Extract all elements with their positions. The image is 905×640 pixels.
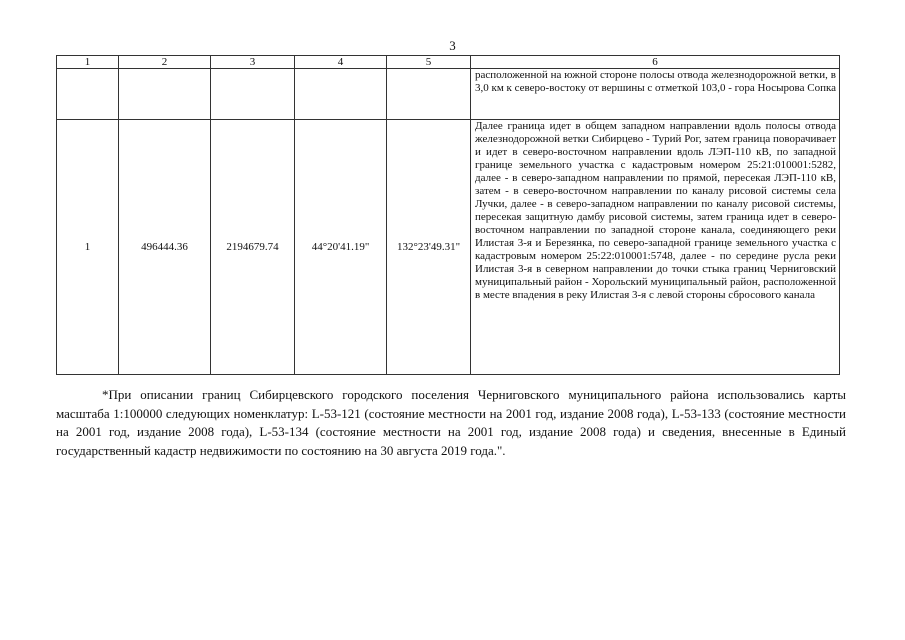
cell-y	[211, 69, 295, 120]
column-header-point: 1	[57, 56, 119, 69]
cell-longitude: 132°23'49.31"	[387, 120, 471, 375]
cell-x	[119, 69, 211, 120]
footnote-paragraph: *При описании границ Сибирцевского городского поселения Черниговского муниципального района использовались карты масштаба 1:100000 следующих номенклатур: L-53-121 (состояние местности на 2001 год, издание 2008 года), L-53-133 (состояние местности на 2001 год, издание 2008 года), L-53-134 (состояние местности на 2001 год, издание 2008 года) и сведения, внесенные в Единый государственный кадастр недвижимости по состоянию на 30 августа 2019 года.".	[56, 387, 846, 458]
column-header-longitude: 5	[387, 56, 471, 69]
table-row	[57, 120, 840, 375]
column-header-description: 6	[471, 56, 840, 69]
cell-point: 1	[57, 120, 119, 375]
cell-description: расположенной на южной стороне полосы отвода железнодорожной ветки, в 3,0 км к северо-востоку от вершины с отметкой 103,0 - гора Носырова Сопка	[471, 69, 840, 120]
boundary-coordinates-table	[56, 55, 840, 375]
cell-latitude	[295, 69, 387, 120]
column-header-x: 2	[119, 56, 211, 69]
cell-point	[57, 69, 119, 120]
cell-latitude: 44°20'41.19"	[295, 120, 387, 375]
cell-x: 496444.36	[119, 120, 211, 375]
column-header-y: 3	[211, 56, 295, 69]
page-number: 3	[449, 38, 456, 53]
cell-description: Далее граница идет в общем западном направлении вдоль полосы отвода железнодорожной ветки Сибирцево - Турий Рог, затем граница поворачивает и идет в северо-восточном направлении вдоль ЛЭП-110 кВ, по западной границе земельного участка с кадастровым номером 25:21:010001:5282, далее - в северо-западном направлении по прямой, пересекая ЛЭП-110 кВ, затем - в северо-восточном направлении по каналу рисовой системы села Лучки, далее - в северо-западном направлении по каналу рисовой системы, пересекая защитную дамбу рисовой системы, затем граница идет в северо-восточном направлении по западной стороне канала, соединяющего реки Илистая 3-я и Березянка, по северо-западной границе земельного участка с кадастровым номером 25:22:010001:5748, далее - по середине русла реки Илистая 3-я в северном направлении до точки стыка границ Черниговский муниципальный район - Хорольский муниципальный район, расположенной в месте впадения в реку Илистая 3-я с левой стороны сбросового канала	[471, 120, 840, 375]
cell-y: 2194679.74	[211, 120, 295, 375]
column-header-latitude: 4	[295, 56, 387, 69]
cell-longitude	[387, 69, 471, 120]
table-row	[57, 69, 840, 120]
table-header-row	[57, 56, 840, 69]
